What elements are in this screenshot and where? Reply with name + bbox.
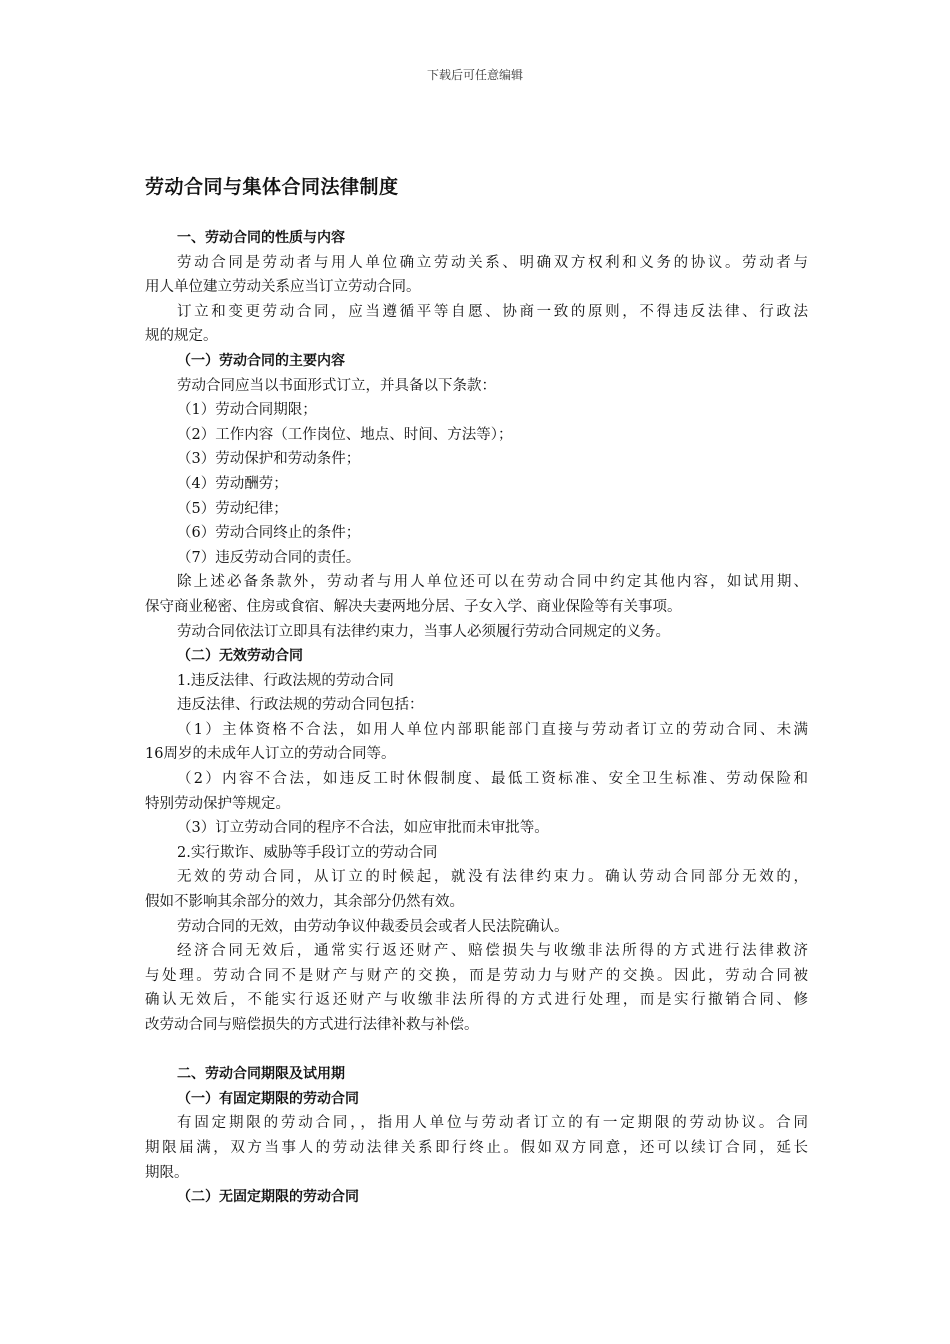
text-line: （3）劳动保护和劳动条件； (177, 451, 361, 468)
text-line: （3）订立劳动合同的程序不合法，如应审批而未审批等。 (177, 820, 549, 837)
text-line: 改劳动合同与赔偿损失的方式进行法律补救与补偿。 (145, 1017, 479, 1033)
text-line: 订立和变更劳动合同，应当遵循平等自愿、协商一致的原则，不得违反法律、行政法 (177, 303, 808, 320)
text-line: 用人单位建立劳动关系应当订立劳动合同。 (145, 279, 421, 296)
text-line: 特别劳动保护等规定。 (145, 795, 290, 812)
document-body (145, 226, 808, 1210)
text-line: 劳动合同是劳动者与用人单位确立劳动关系、明确双方权利和义务的协议。劳动者与 (177, 254, 808, 271)
text-line: 经济合同无效后，通常实行返还财产、赔偿损失与收缴非法所得的方式进行法律救济 (177, 943, 808, 960)
section-heading: （二）无效劳动合同 (177, 648, 303, 665)
header-note: 下载后可任意编辑 (426, 68, 523, 82)
text-line: 与处理。劳动合同不是财产与财产的交换，而是劳动力与财产的交换。因此，劳动合同被 (145, 967, 808, 984)
text-line: 劳动合同应当以书面形式订立，并具备以下条款： (177, 377, 496, 394)
text-line: 1.违反法律、行政法规的劳动合同 (177, 672, 394, 689)
text-line: （7）违反劳动合同的责任。 (177, 549, 361, 566)
text-line: 违反法律、行政法规的劳动合同包括： (177, 697, 424, 714)
section-heading: 二、劳动合同期限及试用期 (177, 1066, 345, 1083)
text-line: （4）劳动酬劳； (177, 475, 288, 492)
text-line: 规的规定。 (145, 328, 218, 345)
text-line: （6）劳动合同终止的条件； (177, 525, 361, 542)
text-line: 有固定期限的劳动合同，，指用人单位与劳动者订立的有一定期限的劳动协议。合同 (177, 1115, 808, 1132)
section-heading: （一）有固定期限的劳动合同 (177, 1090, 359, 1107)
text-line: （1）主体资格不合法，如用人单位内部职能部门直接与劳动者订立的劳动合同、未满 (177, 721, 808, 738)
text-line: 保守商业秘密、住房或食宿、解决夫妻两地分居、子女入学、商业保险等有关事项。 (145, 598, 682, 615)
text-line: （2）工作内容（工作岗位、地点、时间、方法等）； (177, 426, 513, 443)
section-heading: （二）无固定期限的劳动合同 (177, 1189, 359, 1206)
text-line: 无效的劳动合同，从订立的时候起，就没有法律约束力。确认劳动合同部分无效的， (177, 869, 808, 886)
text-line: 劳动合同依法订立即具有法律约束力，当事人必须履行劳动合同规定的义务。 (177, 623, 670, 640)
text-line: 期限届满，双方当事人的劳动法律关系即行终止。假如双方同意，还可以续订合同，延长 (145, 1139, 808, 1156)
text-line: 16周岁的未成年人订立的劳动合同等。 (145, 746, 396, 763)
text-line: 期限。 (145, 1164, 189, 1181)
text-line: 确认无效后，不能实行返还财产与收缴非法所得的方式进行处理，而是实行撤销合同、修 (145, 992, 808, 1009)
text-line: 假如不影响其余部分的效力，其余部分仍然有效。 (145, 894, 464, 911)
text-line: 除上述必备条款外，劳动者与用人单位还可以在劳动合同中约定其他内容，如试用期、 (177, 574, 808, 591)
document-title: 劳动合同与集体合同法律制度 (145, 176, 399, 198)
text-line: （5）劳动纪律； (177, 500, 288, 517)
section-heading: 一、劳动合同的性质与内容 (177, 230, 345, 246)
text-line: （2）内容不合法，如违反工时休假制度、最低工资标准、安全卫生标准、劳动保险和 (177, 771, 808, 788)
text-line: （1）劳动合同期限； (177, 402, 317, 419)
text-line: 2.实行欺诈、威胁等手段订立的劳动合同 (177, 844, 438, 861)
text-line: 劳动合同的无效，由劳动争议仲裁委员会或者人民法院确认。 (177, 918, 569, 935)
section-heading: （一）劳动合同的主要内容 (177, 352, 345, 369)
paragraph-gap (145, 1038, 808, 1063)
